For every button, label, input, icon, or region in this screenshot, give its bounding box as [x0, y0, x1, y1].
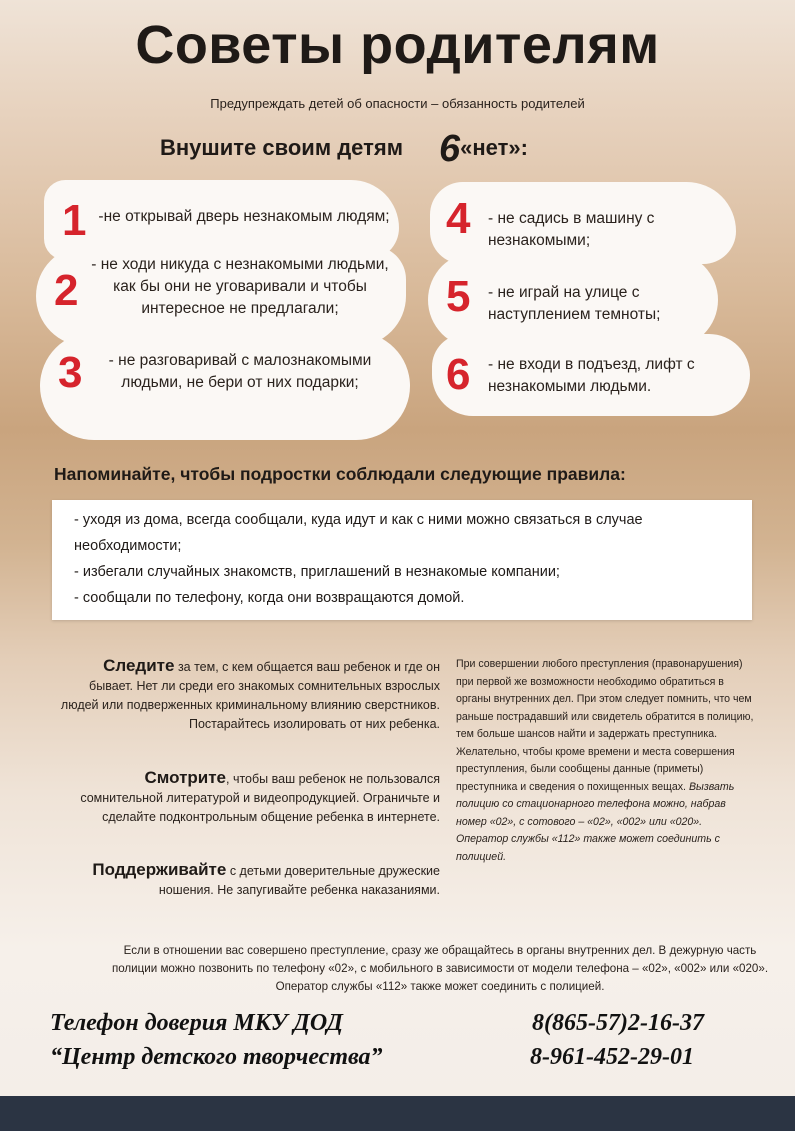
- center-name: “Центр детского творчества”: [50, 1044, 383, 1070]
- rule-number: 3: [58, 348, 83, 397]
- rule-number: 6: [446, 350, 471, 399]
- advice-keyword: Смотрите: [144, 768, 227, 787]
- hotline-label: Телефон доверия МКУ ДОД: [50, 1010, 343, 1036]
- advice-check: [74, 768, 440, 827]
- advice-keyword: Следите: [103, 656, 175, 675]
- rule-text: - не разговаривай с малознакомыми людьми, не бери от них подарки;: [108, 352, 372, 391]
- page-title: Советы родителям: [135, 15, 660, 75]
- page-subtitle: Предупреждать детей об опасности – обязанность родителей: [210, 96, 585, 111]
- rule-text: -не открывай дверь незнакомым людям;: [98, 208, 390, 225]
- advice-text: за тем, с кем общается ваш ребенок и где он бывает. Нет ли среди его знакомых сомнительных взрослых людей или подверженных криминальному влиянию сверстников. Постарайтесь изолировать от них ребенка.: [60, 660, 440, 731]
- crime-note-italic: Вызвать полицию со стационарного телефона можно, набрав номер «02», с сотового – «02», «002» или «020». Оператор службы «112» также может соединить с полицией.: [456, 780, 735, 863]
- center-phone[interactable]: 8-961-452-29-01: [530, 1044, 694, 1070]
- rule-text: - не входи в подъезд, лифт с незнакомыми людьми.: [488, 356, 695, 395]
- crime-note-text: При совершении любого преступления (правонарушения) при первой же возможности необходимо обратиться в органы внутренних дел. При этом следует помнить, что чем раньше пострадавший или свидетель обратится в полицию, тем больше шансов найти и задержать преступника. Желательно, чтобы кроме времени и места совершения преступления, были сообщены данные (приметы) преступника и сведения о похищенных вещах.: [456, 658, 754, 793]
- rule-text: - не играй на улице с наступлением темноты;: [488, 284, 661, 323]
- rule-number: 4: [446, 194, 471, 243]
- footer-bar: [0, 1096, 795, 1131]
- rule-text: - не ходи никуда с незнакомыми людьми, как бы они не уговаривали и чтобы интересное не предлагали;: [91, 256, 389, 317]
- advice-support: [80, 860, 440, 900]
- teen-rules-heading: Напоминайте, чтобы подростки соблюдали следующие правила:: [54, 464, 626, 484]
- rule-number: 1: [62, 196, 87, 245]
- bottom-note: Если в отношении вас совершено преступление, сразу же обращайтесь в органы внутренних дел. В дежурную часть полиции можно позвонить по телефону «02», с мобильного в зависимости от модели телефона – «02», «002» или «020». Оператор службы «112» также может соединить с полицией.: [111, 944, 769, 993]
- advice-keyword: Поддерживайте: [92, 860, 227, 879]
- advice-text: с детьми доверительные дружеские ношения. Не запугивайте ребенка наказаниями.: [158, 864, 440, 897]
- rules-count: 6: [439, 128, 461, 170]
- teen-rules-box: [52, 500, 752, 620]
- advice-watch: [56, 656, 440, 734]
- rules-heading-quote: «нет»:: [460, 135, 528, 160]
- rules-heading-text: Внушите своим детям: [160, 135, 404, 160]
- rules-heading: [160, 128, 528, 171]
- teen-rule-item: - избегали случайных знакомств, приглашений в незнакомые компании;: [74, 564, 560, 580]
- advice-text: , чтобы ваш ребенок не пользовался сомнительной литературой и видеопродукцией. Ограничьте и сделайте подконтрольным общение ребенка в интернете.: [80, 772, 440, 824]
- rule-number: 5: [446, 272, 471, 321]
- rule-number: 2: [54, 266, 79, 315]
- hotline-phone[interactable]: 8(865-57)2-16-37: [532, 1010, 704, 1036]
- crime-note: [456, 656, 756, 866]
- teen-rule-item: - уходя из дома, всегда сообщали, куда идут и как с ними можно связаться в случае необходимости;: [74, 512, 643, 554]
- rule-text: - не садись в машину с незнакомыми;: [488, 210, 655, 249]
- teen-rule-item: - сообщали по телефону, когда они возвращаются домой.: [74, 590, 465, 606]
